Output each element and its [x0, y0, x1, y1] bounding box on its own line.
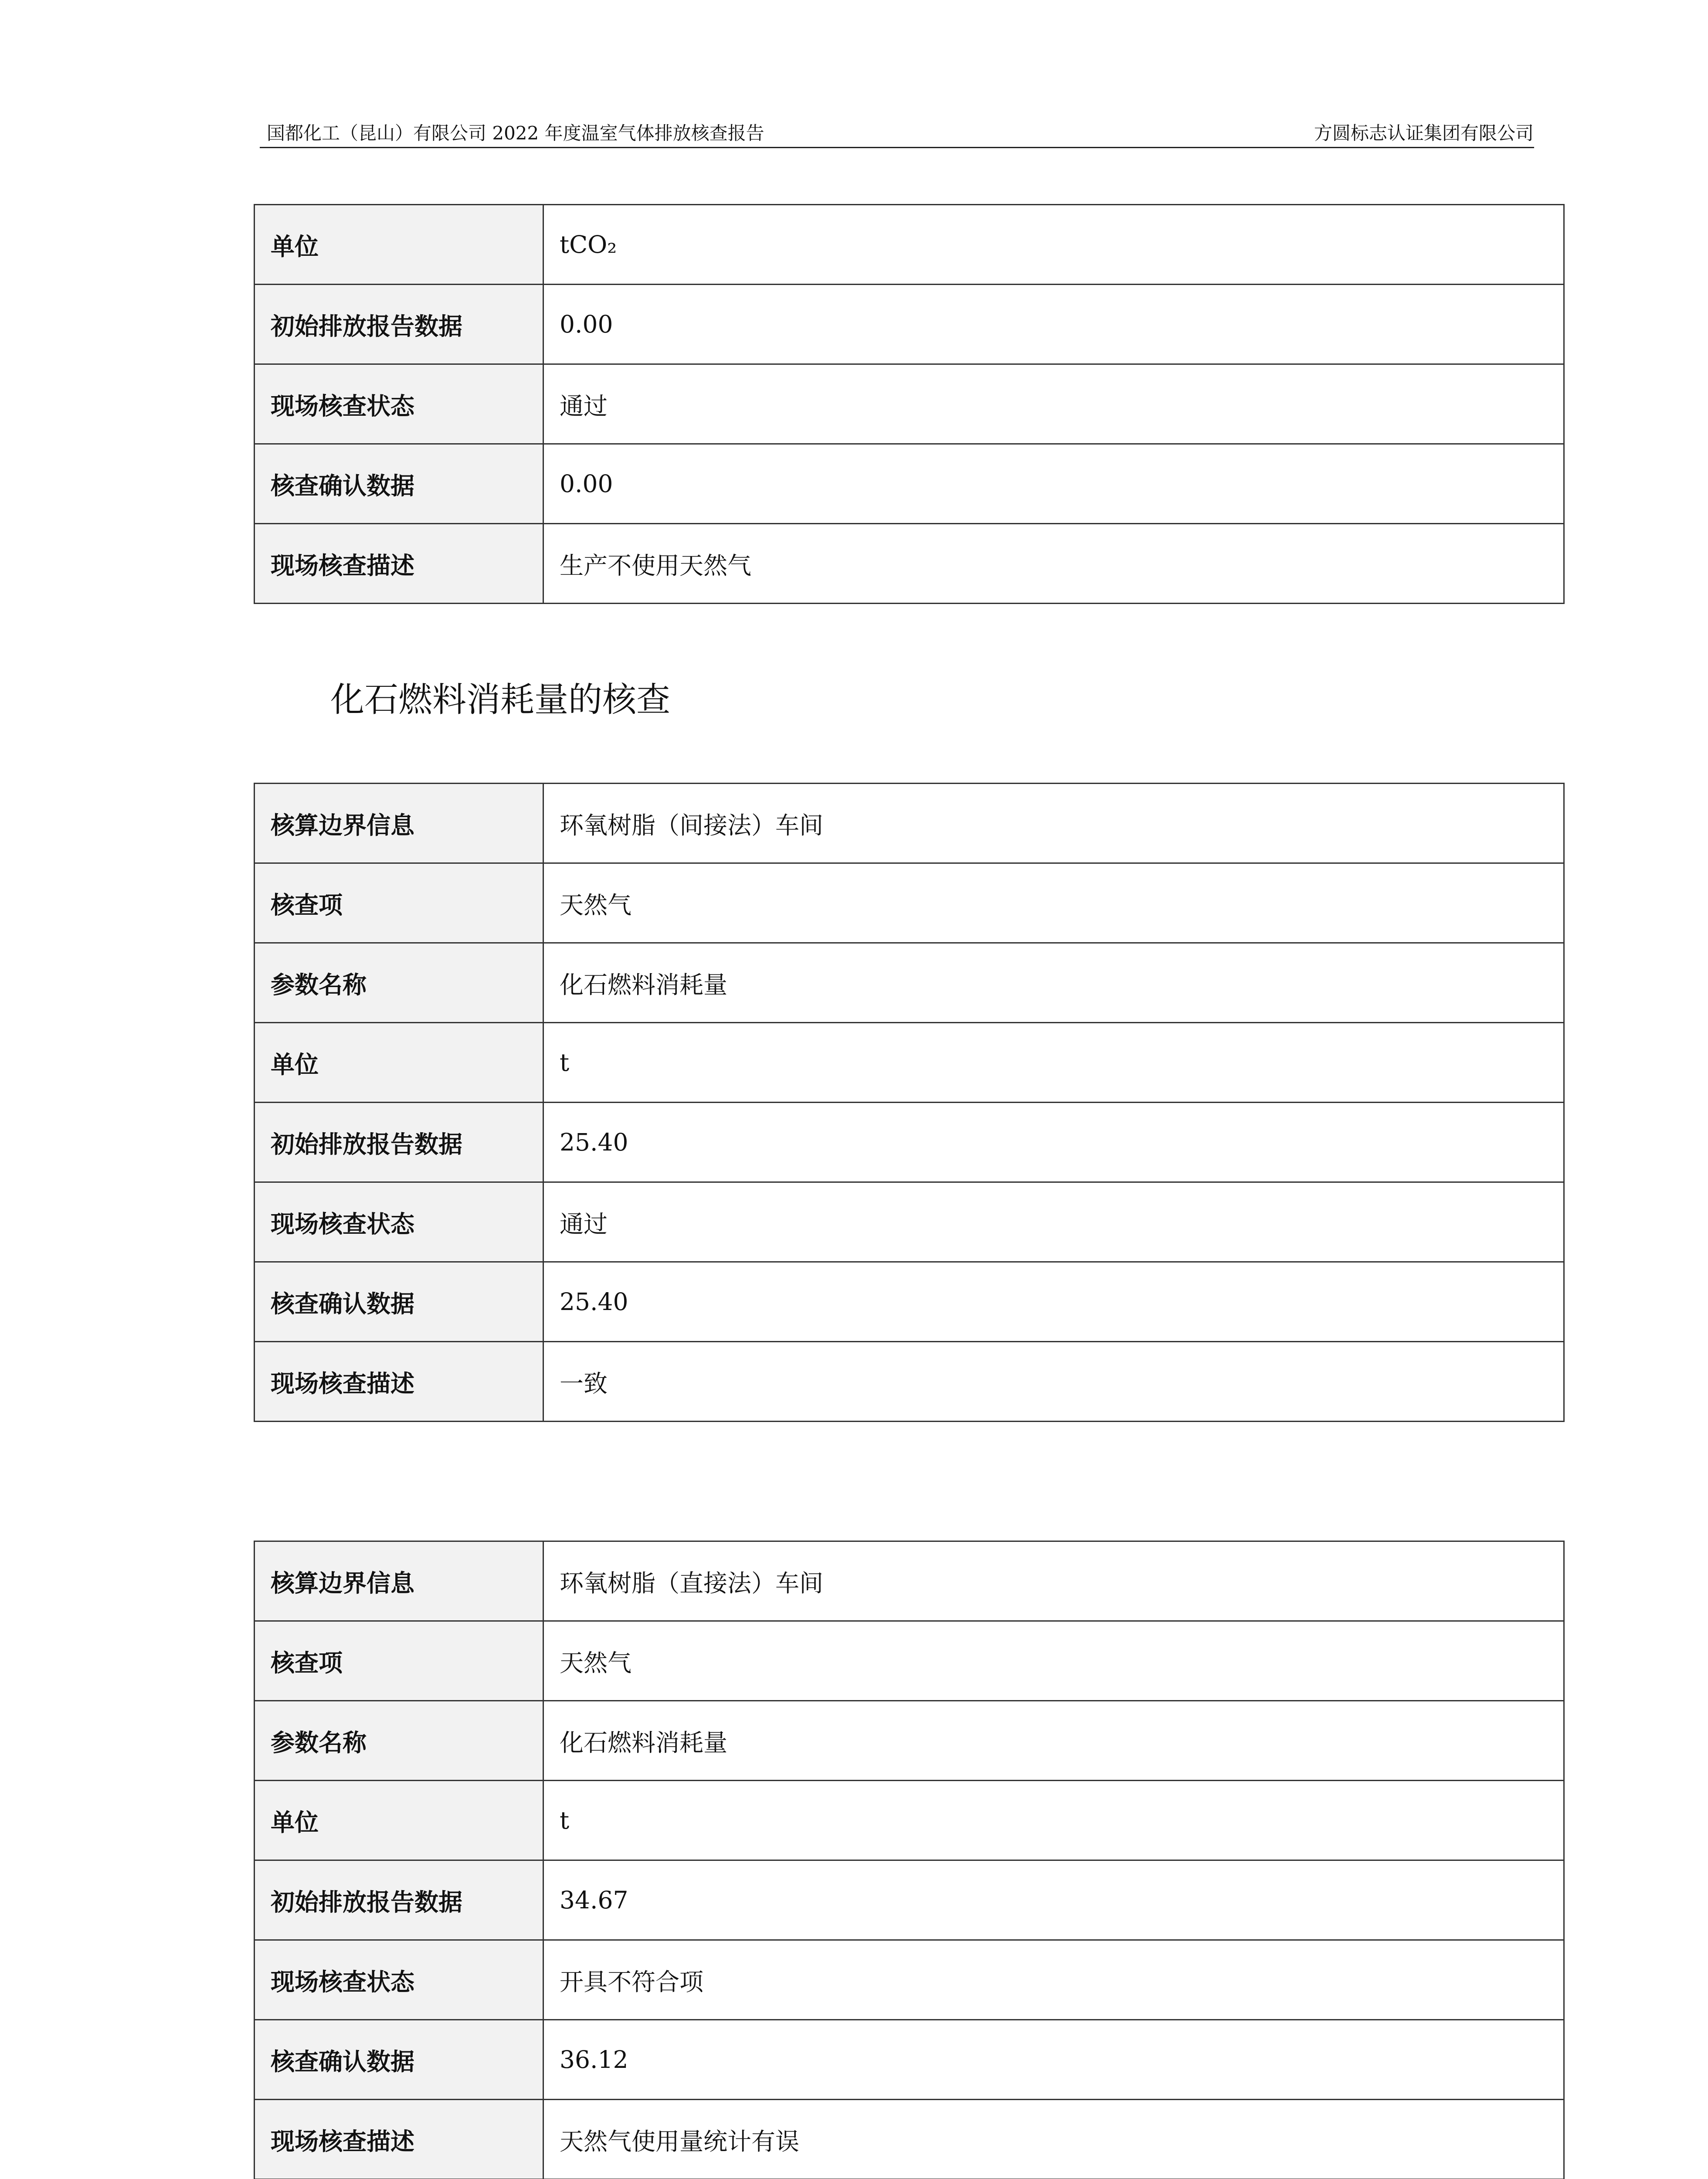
- row-label: 单位: [255, 205, 543, 285]
- table-row: [255, 1182, 1564, 1262]
- table-row: [255, 863, 1564, 943]
- row-value: 开具不符合项: [543, 1940, 1564, 2020]
- row-label: 初始排放报告数据: [255, 1103, 543, 1182]
- row-value: 36.12: [543, 2020, 1564, 2100]
- table-row: [255, 1781, 1564, 1860]
- row-label: 核查确认数据: [255, 2020, 543, 2100]
- row-label: 核查确认数据: [255, 1262, 543, 1342]
- table-row: [255, 1701, 1564, 1781]
- table-row: [255, 1342, 1564, 1422]
- table-row: [255, 2020, 1564, 2100]
- row-value: 天然气使用量统计有误: [543, 2100, 1564, 2179]
- verification-table-3: [254, 1541, 1565, 2179]
- section-heading: 化石燃料消耗量的核查: [330, 680, 671, 720]
- row-value: 生产不使用天然气: [543, 524, 1564, 604]
- row-label: 核查确认数据: [255, 444, 543, 524]
- row-label: 现场核查描述: [255, 1342, 543, 1422]
- table-row: [255, 1103, 1564, 1182]
- row-value: 0.00: [543, 285, 1564, 364]
- row-label: 参数名称: [255, 1701, 543, 1781]
- row-value: 34.67: [543, 1860, 1564, 1940]
- row-value: 通过: [543, 364, 1564, 444]
- row-label: 现场核查状态: [255, 1182, 543, 1262]
- row-value: 0.00: [543, 444, 1564, 524]
- row-label: 单位: [255, 1781, 543, 1860]
- table-row: [255, 1023, 1564, 1103]
- table-row: [255, 784, 1564, 863]
- verification-table-2: [254, 783, 1565, 1422]
- row-label: 现场核查状态: [255, 364, 543, 444]
- row-value: 25.40: [543, 1103, 1564, 1182]
- row-label: 初始排放报告数据: [255, 1860, 543, 1940]
- row-value: 25.40: [543, 1262, 1564, 1342]
- header-organization: 方圆标志认证集团有限公司: [1314, 122, 1534, 144]
- row-label: 核算边界信息: [255, 784, 543, 863]
- header-divider: [260, 147, 1534, 148]
- row-label: 参数名称: [255, 943, 543, 1023]
- header-report-title: 国都化工（昆山）有限公司 2022 年度温室气体排放核查报告: [267, 122, 764, 144]
- table-row: [255, 524, 1564, 604]
- row-label: 现场核查描述: [255, 2100, 543, 2179]
- row-label: 单位: [255, 1023, 543, 1103]
- row-label: 现场核查状态: [255, 1940, 543, 2020]
- row-label: 初始排放报告数据: [255, 285, 543, 364]
- table-row: [255, 285, 1564, 364]
- row-label: 核查项: [255, 863, 543, 943]
- row-value: t: [543, 1781, 1564, 1860]
- table-row: [255, 1621, 1564, 1701]
- table-row: [255, 1262, 1564, 1342]
- row-label: 现场核查描述: [255, 524, 543, 604]
- table-row: [255, 205, 1564, 285]
- table-row: [255, 1860, 1564, 1940]
- row-label: 核查项: [255, 1621, 543, 1701]
- table-row: [255, 943, 1564, 1023]
- table-row: [255, 1541, 1564, 1621]
- row-value: 环氧树脂（直接法）车间: [543, 1541, 1564, 1621]
- row-value: 通过: [543, 1182, 1564, 1262]
- row-label: 核算边界信息: [255, 1541, 543, 1621]
- table-row: [255, 364, 1564, 444]
- table-row: [255, 2100, 1564, 2179]
- row-value: t: [543, 1023, 1564, 1103]
- row-value: 化石燃料消耗量: [543, 943, 1564, 1023]
- row-value: 天然气: [543, 1621, 1564, 1701]
- verification-table-1: [254, 204, 1565, 604]
- row-value: 天然气: [543, 863, 1564, 943]
- table-row: [255, 444, 1564, 524]
- row-value: 环氧树脂（间接法）车间: [543, 784, 1564, 863]
- row-value: 一致: [543, 1342, 1564, 1422]
- row-value: 化石燃料消耗量: [543, 1701, 1564, 1781]
- table-row: [255, 1940, 1564, 2020]
- row-value: tCO₂: [543, 205, 1564, 285]
